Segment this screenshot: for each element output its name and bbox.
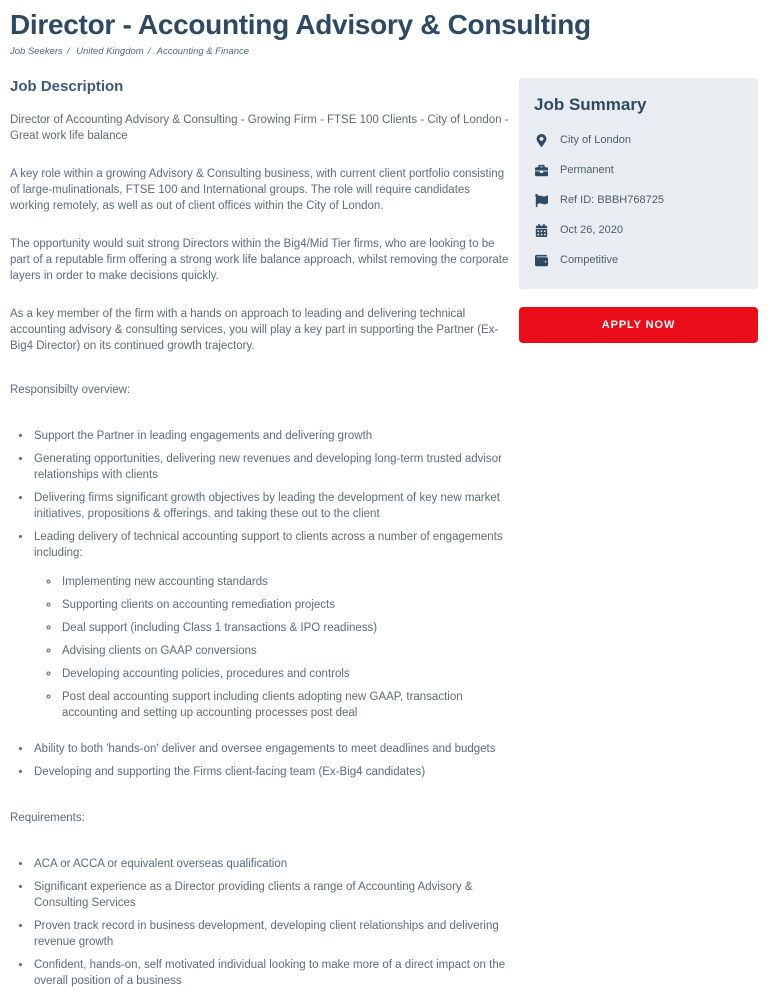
sub-list-item: ◦ Post deal accounting support including clients adopting new GAAP, transaction accounting and setting up accounting processes post deal <box>60 689 509 721</box>
breadcrumb-accounting-finance[interactable]: Accounting & Finance <box>156 46 250 57</box>
job-summary-sidebar <box>519 78 758 343</box>
job-summary-panel <box>519 78 758 289</box>
job-summary-heading: Job Summary <box>534 95 647 114</box>
breadcrumb-united-kingdom[interactable]: United Kingdom <box>76 46 144 57</box>
sub-list-item: ◦ Advising clients on GAAP conversions <box>60 643 509 659</box>
breadcrumb-separator: / <box>147 46 151 57</box>
summary-item-job-type <box>534 163 743 177</box>
responsibilities-label: Responsibilty overview: <box>10 384 131 396</box>
summary-salary-value: Competitive <box>560 254 619 266</box>
responsibilities-list <box>10 428 509 780</box>
sub-responsibilities-list <box>38 574 509 721</box>
sub-list-item: ◦ Implementing new accounting standards <box>60 574 509 590</box>
apply-now-button[interactable]: APPLY NOW <box>519 307 758 343</box>
sub-list-item: ◦ Supporting clients on accounting remediation projects <box>60 597 509 613</box>
summary-job-type-value: Permanent <box>560 164 614 176</box>
location-pin-icon <box>534 133 548 147</box>
list-item: • Developing and supporting the Firms client-facing team (Ex-Big4 candidates) <box>32 764 509 780</box>
list-item: • Support the Partner in leading engagements and delivering growth <box>32 428 509 444</box>
job-description-section <box>10 78 509 996</box>
list-item: • Ability to both 'hands-on' deliver and oversee engagements to meet deadlines and budgets <box>32 741 509 757</box>
summary-item-location <box>534 133 743 147</box>
job-paragraph: The opportunity would suit strong Directors within the Big4/Mid Tier firms, who are looking to be part of a reputable firm offering a strong work life balance approach, whilst removing the corporate layers in order to make decisions quickly. <box>10 238 509 282</box>
calendar-icon <box>534 223 548 237</box>
job-paragraph: A key role within a growing Advisory & Consulting business, with current client portfolio consisting of large-mulinationals, FTSE 100 and International groups. The role will require candidates working remotely, as well as out of client offices within the City of London. <box>10 168 505 212</box>
job-summary-line: Director of Accounting Advisory & Consulting - Growing Firm - FTSE 100 Clients - City of London - Great work life balance <box>10 114 509 142</box>
sub-list-item: ◦ Developing accounting policies, procedures and controls <box>60 666 509 682</box>
summary-ref-id-value: Ref ID: BBBH768725 <box>560 194 664 206</box>
list-item: • ACA or ACCA or equivalent overseas qualification <box>32 856 509 872</box>
list-item: • Proven track record in business development, developing client relationships and delivering revenue growth <box>32 918 509 950</box>
wallet-icon <box>534 253 548 267</box>
flag-icon <box>534 193 548 207</box>
page-title: Director - Accounting Advisory & Consulting <box>10 9 591 40</box>
requirements-list <box>10 856 509 989</box>
list-item: • Confident, hands-on, self motivated individual looking to make more of a direct impact on the overall position of a business <box>32 957 509 989</box>
summary-item-date <box>534 223 743 237</box>
list-item: • Significant experience as a Director providing clients a range of Accounting Advisory & Consulting Services <box>32 879 509 911</box>
summary-item-ref-id <box>534 193 743 207</box>
job-paragraph: As a key member of the firm with a hands on approach to leading and delivering technical accounting advisory & consulting services, you will play a key part in supporting the Partner (Ex-Big4 Director) on its continued growth trajectory. <box>10 308 499 352</box>
summary-item-salary <box>534 253 743 267</box>
list-item: • Generating opportunities, delivering new revenues and developing long-term trusted advisor relationships with clients <box>32 451 509 483</box>
job-description-heading: Job Description <box>10 78 124 95</box>
sub-list-item: ◦ Deal support (including Class 1 transactions & IPO readiness) <box>60 620 509 636</box>
breadcrumb-separator: / <box>66 46 70 57</box>
list-item: • Leading delivery of technical accounting support to clients across a number of engagements including: <box>32 529 509 561</box>
breadcrumb <box>10 46 758 57</box>
list-item: • Delivering firms significant growth objectives by leading the development of key new market initiatives, propositions & offerings. and taking these out to the client <box>32 490 509 522</box>
briefcase-icon <box>534 163 548 177</box>
summary-date-value: Oct 26, 2020 <box>560 224 623 236</box>
breadcrumb-job-seekers[interactable]: Job Seekers <box>10 46 63 57</box>
requirements-label: Requirements: <box>10 812 85 824</box>
summary-location-value: City of London <box>560 134 631 146</box>
